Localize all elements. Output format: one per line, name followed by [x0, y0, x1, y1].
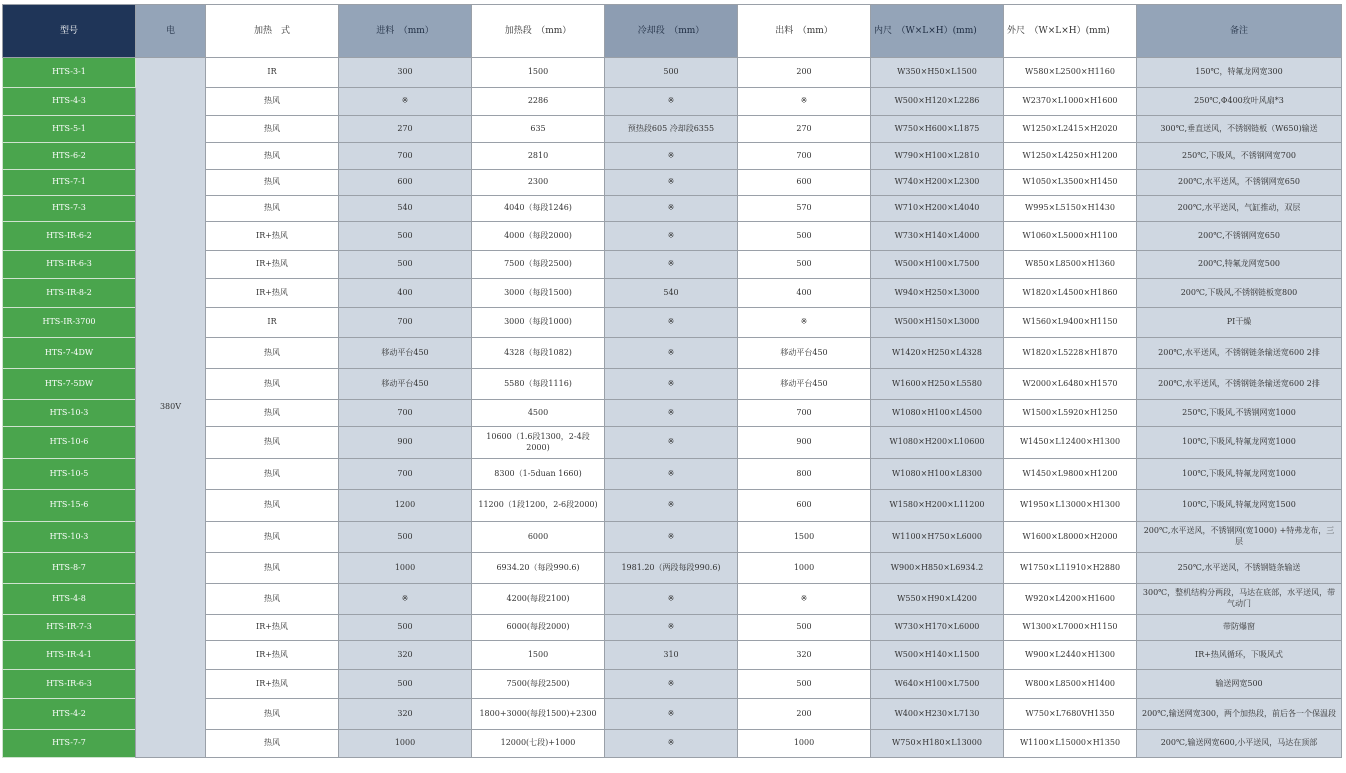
heating-type-cell: 热风 — [206, 400, 339, 427]
cooling-section-cell: ※ — [605, 670, 738, 699]
inner-size-cell: W750×H600×L1875 — [871, 116, 1004, 143]
model-cell: HTS-10-5 — [3, 459, 136, 490]
outer-size-cell: W2370×L1000×H1600 — [1004, 88, 1137, 116]
outer-size-cell: W995×L5150×H1430 — [1004, 196, 1137, 222]
output-cell: ※ — [738, 308, 871, 338]
heating-section-cell: 10600（1.6段1300，2-4段2000) — [472, 427, 605, 459]
table-body — [3, 58, 1342, 758]
cooling-section-cell: ※ — [605, 584, 738, 615]
inner-size-cell: W730×H140×L4000 — [871, 222, 1004, 251]
heating-type-cell: IR+热风 — [206, 641, 339, 670]
output-cell: 移动平台450 — [738, 369, 871, 400]
inner-size-cell: W740×H200×L2300 — [871, 170, 1004, 196]
cooling-section-cell: 540 — [605, 279, 738, 308]
notes-cell: 250℃,Φ400玫叶风扇*3 — [1137, 88, 1342, 116]
outer-size-cell: W1820×L4500×H1860 — [1004, 279, 1137, 308]
model-cell: HTS-15-6 — [3, 490, 136, 522]
feed-cell: 270 — [339, 116, 472, 143]
model-cell: HTS-10-3 — [3, 522, 136, 553]
notes-cell: IR+热风循环，下吸风式 — [1137, 641, 1342, 670]
feed-cell: 1200 — [339, 490, 472, 522]
cooling-section-cell: ※ — [605, 369, 738, 400]
output-cell: 800 — [738, 459, 871, 490]
cooling-section-cell: 500 — [605, 58, 738, 88]
outer-size-cell: W900×L2440×H1300 — [1004, 641, 1137, 670]
heating-section-cell: 8300（1-5duan 1660) — [472, 459, 605, 490]
model-cell: HTS-4-3 — [3, 88, 136, 116]
inner-size-cell: W350×H50×L1500 — [871, 58, 1004, 88]
header-cooling-section: 冷却段 （mm） — [605, 5, 738, 58]
heating-section-cell: 5580（每段1116) — [472, 369, 605, 400]
feed-cell: 300 — [339, 58, 472, 88]
output-cell: 500 — [738, 670, 871, 699]
heating-section-cell: 4040（每段1246) — [472, 196, 605, 222]
output-cell: 移动平台450 — [738, 338, 871, 369]
inner-size-cell: W1580×H200×L11200 — [871, 490, 1004, 522]
cooling-section-cell: ※ — [605, 338, 738, 369]
heating-type-cell: 热风 — [206, 522, 339, 553]
inner-size-cell: W500×H150×L3000 — [871, 308, 1004, 338]
outer-size-cell: W1820×L5228×H1870 — [1004, 338, 1137, 369]
header-feed: 进料 （mm） — [339, 5, 472, 58]
cooling-section-cell: ※ — [605, 196, 738, 222]
outer-size-cell: W750×L7680VH1350 — [1004, 699, 1137, 730]
cooling-section-cell: ※ — [605, 459, 738, 490]
output-cell: 570 — [738, 196, 871, 222]
cooling-section-cell: ※ — [605, 699, 738, 730]
output-cell: 500 — [738, 251, 871, 279]
inner-size-cell: W1100×H750×L6000 — [871, 522, 1004, 553]
notes-cell: 输送网宽500 — [1137, 670, 1342, 699]
heating-type-cell: IR — [206, 58, 339, 88]
heating-section-cell: 4500 — [472, 400, 605, 427]
output-cell: 200 — [738, 699, 871, 730]
inner-size-cell: W640×H100×L7500 — [871, 670, 1004, 699]
heating-section-cell: 2810 — [472, 143, 605, 170]
spec-table-container — [2, 4, 1340, 758]
heating-section-cell: 1800+3000(每段1500)+2300 — [472, 699, 605, 730]
heating-type-cell: 热风 — [206, 490, 339, 522]
feed-cell: 500 — [339, 670, 472, 699]
header-heating-type: 加热 式 — [206, 5, 339, 58]
feed-cell: 700 — [339, 308, 472, 338]
notes-cell: 200℃,水平送风，不锈钢网宽650 — [1137, 170, 1342, 196]
heating-section-cell: 12000(七段)+1000 — [472, 730, 605, 758]
output-cell: 1000 — [738, 553, 871, 584]
model-cell: HTS-5-1 — [3, 116, 136, 143]
heating-type-cell: IR+热风 — [206, 670, 339, 699]
output-cell: 320 — [738, 641, 871, 670]
cooling-section-cell: ※ — [605, 522, 738, 553]
notes-cell: 150℃，特氟龙网宽300 — [1137, 58, 1342, 88]
model-cell: HTS-IR-6-3 — [3, 251, 136, 279]
feed-cell: 500 — [339, 251, 472, 279]
output-cell: 600 — [738, 170, 871, 196]
heating-section-cell: 6000(每段2000) — [472, 615, 605, 641]
heating-type-cell: 热风 — [206, 427, 339, 459]
outer-size-cell: W1250×L2415×H2020 — [1004, 116, 1137, 143]
header-outer-size: 外尺 （W×L×H）(mm) — [1004, 5, 1137, 58]
output-cell: 500 — [738, 222, 871, 251]
cooling-section-cell: ※ — [605, 88, 738, 116]
notes-cell: 250℃,下吸风，不锈钢网宽700 — [1137, 143, 1342, 170]
heating-type-cell: 热风 — [206, 553, 339, 584]
outer-size-cell: W1450×L12400×H1300 — [1004, 427, 1137, 459]
model-cell: HTS-IR-6-3 — [3, 670, 136, 699]
heating-section-cell: 3000（每段1000) — [472, 308, 605, 338]
model-cell: HTS-10-6 — [3, 427, 136, 459]
notes-cell: 200℃,水平送风，不锈钢网(宽1000) +特弗龙布，三层 — [1137, 522, 1342, 553]
outer-size-cell: W1100×L15000×H1350 — [1004, 730, 1137, 758]
notes-cell: 200℃,下吸风,不锈钢链板宽800 — [1137, 279, 1342, 308]
heating-section-cell: 6000 — [472, 522, 605, 553]
heating-section-cell: 6934.20（每段990.6) — [472, 553, 605, 584]
cooling-section-cell: ※ — [605, 251, 738, 279]
heating-type-cell: 热风 — [206, 88, 339, 116]
model-cell: HTS-7-3 — [3, 196, 136, 222]
heating-section-cell: 4200(每段2100) — [472, 584, 605, 615]
heating-section-cell: 3000（每段1500) — [472, 279, 605, 308]
notes-cell: 300℃,垂直送风，不锈钢链板（W650)输送 — [1137, 116, 1342, 143]
cooling-section-cell: ※ — [605, 730, 738, 758]
inner-size-cell: W1420×H250×L4328 — [871, 338, 1004, 369]
header-heating-section: 加热段 （mm） — [472, 5, 605, 58]
cooling-section-cell: ※ — [605, 170, 738, 196]
heating-type-cell: 热风 — [206, 170, 339, 196]
feed-cell: 500 — [339, 222, 472, 251]
heating-section-cell: 4328（每段1082) — [472, 338, 605, 369]
outer-size-cell: W1600×L8000×H2000 — [1004, 522, 1137, 553]
output-cell: 200 — [738, 58, 871, 88]
notes-cell: 200℃,输送网宽300，两个加热段，前后各一个保温段 — [1137, 699, 1342, 730]
outer-size-cell: W1560×L9400×H1150 — [1004, 308, 1137, 338]
heating-type-cell: 热风 — [206, 338, 339, 369]
cooling-section-cell: ※ — [605, 400, 738, 427]
feed-cell: 400 — [339, 279, 472, 308]
heating-section-cell: 1500 — [472, 58, 605, 88]
heating-section-cell: 4000（每段2000) — [472, 222, 605, 251]
notes-cell: 250℃,水平送风，不锈钢链条输送 — [1137, 553, 1342, 584]
model-cell: HTS-7-5DW — [3, 369, 136, 400]
header-row — [3, 5, 1342, 58]
heating-type-cell: IR+热风 — [206, 279, 339, 308]
heating-section-cell: 7500（每段2500) — [472, 251, 605, 279]
heating-section-cell: 1500 — [472, 641, 605, 670]
feed-cell: 700 — [339, 400, 472, 427]
notes-cell: 200℃,水平送风，不锈钢链条输送宽600 2排 — [1137, 369, 1342, 400]
heating-type-cell: 热风 — [206, 369, 339, 400]
heating-type-cell: IR+热风 — [206, 615, 339, 641]
heating-type-cell: 热风 — [206, 584, 339, 615]
model-cell: HTS-7-4DW — [3, 338, 136, 369]
notes-cell: 200℃,水平送风，不锈钢链条输送宽600 2排 — [1137, 338, 1342, 369]
output-cell: 270 — [738, 116, 871, 143]
outer-size-cell: W920×L4200×H1600 — [1004, 584, 1137, 615]
inner-size-cell: W900×H850×L6934.2 — [871, 553, 1004, 584]
feed-cell: 540 — [339, 196, 472, 222]
feed-cell: 移动平台450 — [339, 338, 472, 369]
feed-cell: 900 — [339, 427, 472, 459]
model-cell: HTS-3-1 — [3, 58, 136, 88]
header-model: 型号 — [3, 5, 136, 58]
heating-type-cell: IR+热风 — [206, 222, 339, 251]
cooling-section-cell: ※ — [605, 615, 738, 641]
model-cell: HTS-7-1 — [3, 170, 136, 196]
inner-size-cell: W1080×H100×L4500 — [871, 400, 1004, 427]
heating-section-cell: 2286 — [472, 88, 605, 116]
cooling-section-cell: 1981.20（两段每段990.6) — [605, 553, 738, 584]
heating-section-cell: 7500(每段2500) — [472, 670, 605, 699]
output-cell: 600 — [738, 490, 871, 522]
feed-cell: 500 — [339, 522, 472, 553]
outer-size-cell: W1950×L13000×H1300 — [1004, 490, 1137, 522]
outer-size-cell: W580×L2500×H1160 — [1004, 58, 1137, 88]
outer-size-cell: W850×L8500×H1360 — [1004, 251, 1137, 279]
heating-section-cell: 11200（1段1200，2-6段2000) — [472, 490, 605, 522]
output-cell: 1500 — [738, 522, 871, 553]
inner-size-cell: W1080×H200×L10600 — [871, 427, 1004, 459]
notes-cell: 200℃,输送网宽600,小平送风，马达在顶部 — [1137, 730, 1342, 758]
model-cell: HTS-4-8 — [3, 584, 136, 615]
outer-size-cell: W1250×L4250×H1200 — [1004, 143, 1137, 170]
notes-cell: 带防爆窗 — [1137, 615, 1342, 641]
outer-size-cell: W1750×L11910×H2880 — [1004, 553, 1137, 584]
output-cell: 700 — [738, 400, 871, 427]
outer-size-cell: W1050×L3500×H1450 — [1004, 170, 1137, 196]
feed-cell: 320 — [339, 641, 472, 670]
feed-cell: ※ — [339, 88, 472, 116]
feed-cell: ※ — [339, 584, 472, 615]
notes-cell: 300℃，整机结构分两段，马达在底部，水平送风，带气动门 — [1137, 584, 1342, 615]
heating-type-cell: IR+热风 — [206, 251, 339, 279]
outer-size-cell: W800×L8500×H1400 — [1004, 670, 1137, 699]
notes-cell: 100℃,下吸风,特氟龙网宽1500 — [1137, 490, 1342, 522]
output-cell: 500 — [738, 615, 871, 641]
cooling-section-cell: ※ — [605, 490, 738, 522]
outer-size-cell: W1060×L5000×H1100 — [1004, 222, 1137, 251]
inner-size-cell: W400×H230×L7130 — [871, 699, 1004, 730]
notes-cell: 200℃,不锈钢网宽650 — [1137, 222, 1342, 251]
header-inner-size: 内尺 （W×L×H）(mm) — [871, 5, 1004, 58]
heating-type-cell: 热风 — [206, 143, 339, 170]
heating-type-cell: 热风 — [206, 196, 339, 222]
heating-type-cell: IR — [206, 308, 339, 338]
inner-size-cell: W500×H140×L1500 — [871, 641, 1004, 670]
output-cell: ※ — [738, 88, 871, 116]
inner-size-cell: W750×H180×L13000 — [871, 730, 1004, 758]
feed-cell: 1000 — [339, 730, 472, 758]
notes-cell: 100℃,下吸风,特氟龙网宽1000 — [1137, 427, 1342, 459]
notes-cell: 250℃,下吸风,不锈钢网宽1000 — [1137, 400, 1342, 427]
outer-size-cell: W1450×L9800×H1200 — [1004, 459, 1137, 490]
heating-section-cell: 2300 — [472, 170, 605, 196]
notes-cell: 200℃,特氟龙网宽500 — [1137, 251, 1342, 279]
spec-table — [2, 4, 1342, 758]
inner-size-cell: W730×H170×L6000 — [871, 615, 1004, 641]
outer-size-cell: W1500×L5920×H1250 — [1004, 400, 1137, 427]
inner-size-cell: W940×H250×L3000 — [871, 279, 1004, 308]
output-cell: 900 — [738, 427, 871, 459]
heating-section-cell: 635 — [472, 116, 605, 143]
cooling-section-cell: ※ — [605, 427, 738, 459]
inner-size-cell: W550×H90×L4200 — [871, 584, 1004, 615]
outer-size-cell: W2000×L6480×H1570 — [1004, 369, 1137, 400]
feed-cell: 移动平台450 — [339, 369, 472, 400]
output-cell: 700 — [738, 143, 871, 170]
feed-cell: 320 — [339, 699, 472, 730]
model-cell: HTS-IR-7-3 — [3, 615, 136, 641]
feed-cell: 500 — [339, 615, 472, 641]
inner-size-cell: W500×H120×L2286 — [871, 88, 1004, 116]
model-cell: HTS-IR-3700 — [3, 308, 136, 338]
notes-cell: 100℃,下吸风,特氟龙网宽1000 — [1137, 459, 1342, 490]
inner-size-cell: W710×H200×L4040 — [871, 196, 1004, 222]
notes-cell: 200℃,水平送风，气缸推动，双层 — [1137, 196, 1342, 222]
cooling-section-cell: ※ — [605, 143, 738, 170]
feed-cell: 700 — [339, 143, 472, 170]
output-cell: 400 — [738, 279, 871, 308]
heating-type-cell: 热风 — [206, 730, 339, 758]
model-cell: HTS-7-7 — [3, 730, 136, 758]
feed-cell: 600 — [339, 170, 472, 196]
header-output: 出料 （mm） — [738, 5, 871, 58]
model-cell: HTS-10-3 — [3, 400, 136, 427]
model-cell: HTS-IR-8-2 — [3, 279, 136, 308]
cooling-section-cell: 预热段605 冷却段6355 — [605, 116, 738, 143]
header-notes: 备注 — [1137, 5, 1342, 58]
heating-type-cell: 热风 — [206, 459, 339, 490]
feed-cell: 1000 — [339, 553, 472, 584]
cooling-section-cell: 310 — [605, 641, 738, 670]
model-cell: HTS-IR-6-2 — [3, 222, 136, 251]
inner-size-cell: W790×H100×L2810 — [871, 143, 1004, 170]
model-cell: HTS-8-7 — [3, 553, 136, 584]
inner-size-cell: W1080×H100×L8300 — [871, 459, 1004, 490]
cooling-section-cell: ※ — [605, 222, 738, 251]
table-row — [3, 58, 1342, 88]
model-cell: HTS-4-2 — [3, 699, 136, 730]
model-cell: HTS-6-2 — [3, 143, 136, 170]
cooling-section-cell: ※ — [605, 308, 738, 338]
heating-type-cell: 热风 — [206, 699, 339, 730]
header-power: 电 — [136, 5, 206, 58]
inner-size-cell: W500×H100×L7500 — [871, 251, 1004, 279]
feed-cell: 700 — [339, 459, 472, 490]
notes-cell: PI干燥 — [1137, 308, 1342, 338]
output-cell: 1000 — [738, 730, 871, 758]
heating-type-cell: 热风 — [206, 116, 339, 143]
inner-size-cell: W1600×H250×L5580 — [871, 369, 1004, 400]
power-cell: 380V — [136, 58, 206, 758]
outer-size-cell: W1300×L7000×H1150 — [1004, 615, 1137, 641]
output-cell: ※ — [738, 584, 871, 615]
model-cell: HTS-IR-4-1 — [3, 641, 136, 670]
